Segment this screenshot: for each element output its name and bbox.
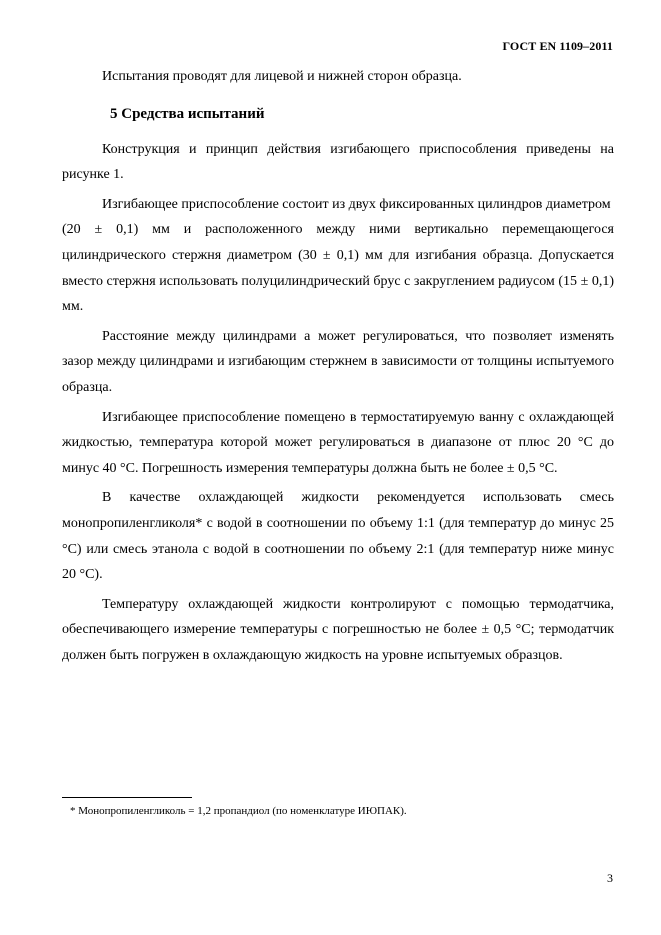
paragraph: Температуру охлаждающей жидкости контролируют с помощью термодатчика, обеспечивающего измерение температуры с погрешностью не более ± 0,5 °С; термодатчик должен быть погружен в охлаждающую жидкость на уровне испытуемых образцов. [62, 596, 614, 663]
footnote-separator [62, 797, 192, 798]
footnote: * Монопропиленгликоль = 1,2 пропандиол (по номенклатуре ИЮПАК). [70, 805, 407, 817]
paragraph: Расстояние между цилиндрами а может регулироваться, что позволяет изменять зазор между цилиндрами и изгибающим стержнем в зависимости от толщины испытуемого образца. [62, 328, 614, 395]
intro-paragraph: Испытания проводят для лицевой и нижней сторон образца. [102, 69, 462, 84]
paragraph: Изгибающее приспособление состоит из двух фиксированных цилиндров диаметром [102, 196, 611, 212]
paragraph: (20 ± 0,1) мм и расположенного между ними вертикально перемещающегося цилиндрического стержня диаметром (30 ± 0,1) мм для изгибания образца. Допускается вместо стержня использовать полуцилиндрический брус с закруглением радиусом (15 ± 0,1) мм. [62, 222, 614, 315]
paragraph: В качестве охлаждающей жидкости рекомендуется использовать смесь монопропиленгликоля* с водой в соотношении по объему 1:1 (для температур до минус 25 °С) или смесь этанола с водой в соотношении по объему 2:1 (для температур ниже минус 20 °С). [62, 490, 614, 583]
document-body [62, 64, 614, 668]
section-title: 5 Средства испытаний [110, 105, 265, 122]
paragraph: Конструкция и принцип действия изгибающего приспособления приведены на рисунке 1. [62, 141, 614, 183]
document-header: ГОСТ EN 1109–2011 [502, 39, 613, 53]
page-number: 3 [607, 871, 613, 885]
paragraph: Изгибающее приспособление помещено в термостатируемую ванну с охлаждающей жидкостью, температура которой может регулироваться в диапазоне от плюс 20 °С до минус 40 °С. Погрешность измерения температуры должна быть не более ± 0,5 °С. [62, 409, 614, 476]
